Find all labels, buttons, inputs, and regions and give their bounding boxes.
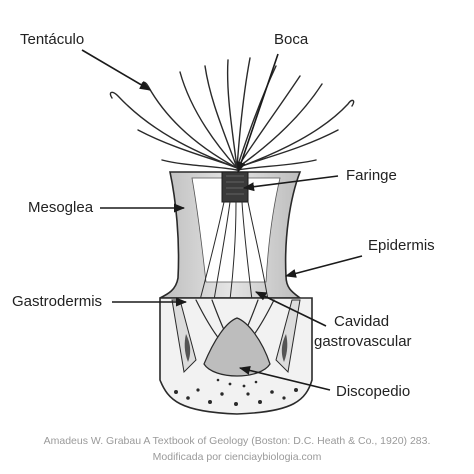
label-gastrodermis: Gastrodermis: [12, 293, 103, 310]
caption-line2: Modificada por cienciaybiologia.com: [152, 451, 322, 463]
label-discopedio: Discopedio: [336, 383, 411, 400]
pharynx: [222, 172, 248, 202]
base-section: [160, 298, 312, 414]
label-tentaculo: Tentáculo: [20, 31, 85, 48]
label-cavidad-line2: gastrovascular: [314, 333, 412, 350]
label-epidermis: Epidermis: [368, 237, 435, 254]
arrow-epidermis: [286, 256, 362, 276]
label-cavidad-line1: Cavidad: [334, 313, 390, 330]
label-faringe: Faringe: [346, 167, 397, 184]
label-mesoglea: Mesoglea: [28, 199, 94, 216]
arrow-tentaculo: [82, 50, 150, 90]
tentacles: [110, 58, 353, 170]
label-boca: Boca: [274, 31, 309, 48]
caption-line1: Amadeus W. Grabau A Textbook of Geology (Boston: D.C. Heath & Co., 1920) 283.: [43, 435, 431, 447]
